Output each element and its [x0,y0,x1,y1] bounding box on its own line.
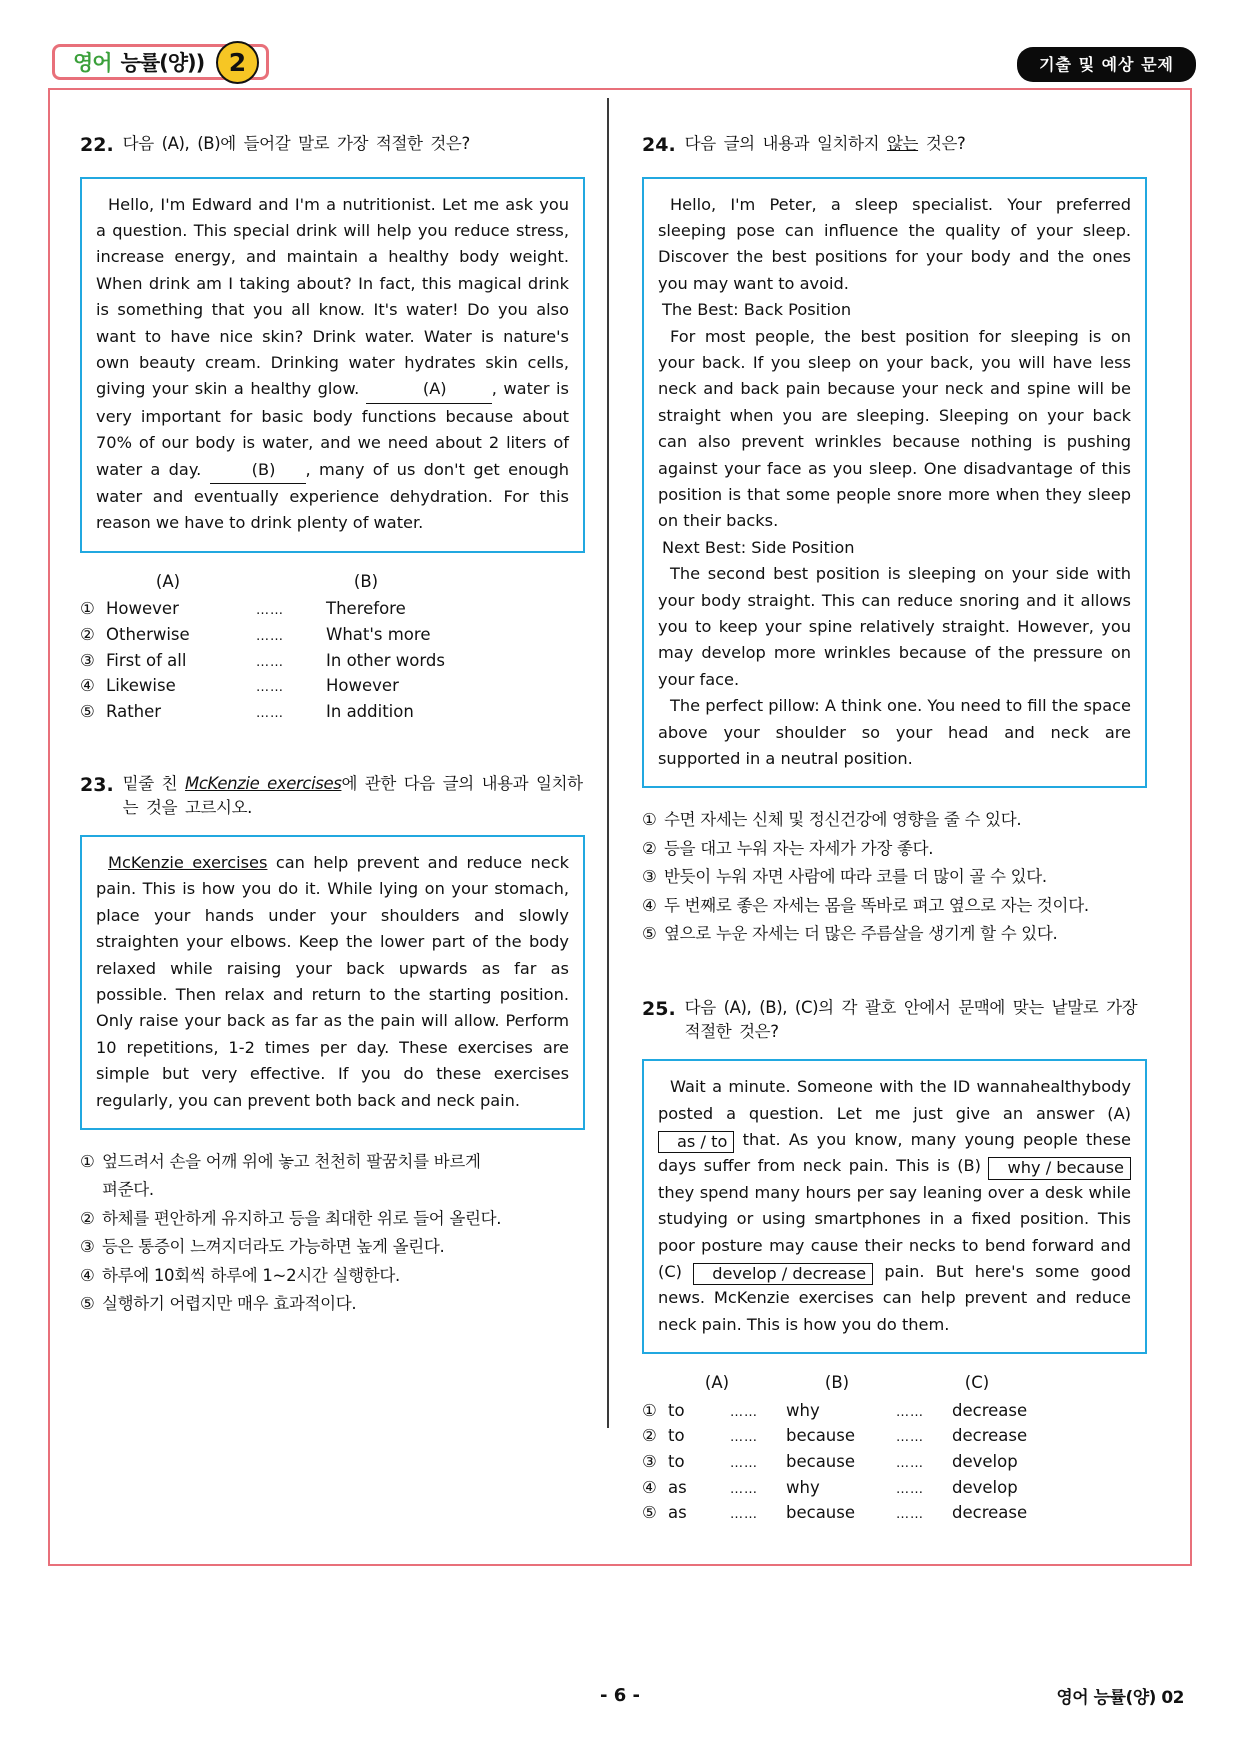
question-25-options [642,1370,1147,1525]
q25-opt3-a: to [668,1451,685,1471]
q25-opt2-a: to [668,1426,685,1446]
q25-opt4-a: as [668,1477,687,1497]
q22-opt5-a: Rather [106,701,162,721]
q24-opt1-text: 수면 자세는 신체 및 정신건강에 영향을 줄 수 있다. [664,810,1022,830]
q23-opt1-mark: ① [80,1152,95,1172]
q25-opt2-b: because [786,1426,856,1446]
q25-header-a: (A) [704,1373,730,1393]
question-23-option-5[interactable] [80,1290,585,1318]
question-22-passage [80,177,585,553]
q22-opt3-mark: ③ [80,650,95,670]
q23-opt3-text: 등은 통증이 느껴지더라도 가능하면 높게 올린다. [102,1237,445,1257]
q23-opt1-cont: 펴준다. [102,1180,154,1200]
footer-page-number: - 6 - [600,1685,640,1706]
question-25-option-5[interactable] [642,1500,1147,1526]
q25-opt4-c: develop [952,1477,1018,1497]
q22-opt2-dots: …… [256,628,284,644]
q25-header-b: (B) [824,1373,850,1393]
header-category-pill: 기출 및 예상 문제 [1017,47,1196,82]
q25-opt4-dots1: …… [730,1481,758,1497]
question-22-option-1[interactable] [80,596,585,622]
q22-opt2-mark: ② [80,624,95,644]
q22-opt5-dots: …… [256,705,284,721]
question-23-option-3[interactable] [80,1233,585,1261]
q25-opt1-b: why [786,1400,820,1420]
q24-para-2: The Best: Back Position [662,300,852,320]
question-24 [642,132,1147,948]
q24-opt2-text: 등을 대고 누워 자는 자세가 가장 좋다. [664,838,934,858]
q22-opt4-mark: ④ [80,676,95,696]
q24-opt4-text: 두 번째로 좋은 자세는 몸을 똑바로 펴고 옆으로 자는 것이다. [664,895,1089,915]
q23-passage-underlined: McKenzie exercises [108,853,268,873]
q22-opt3-b: In other words [326,650,445,670]
q25-opt2-dots1: …… [730,1430,758,1446]
q25-opt3-b: because [786,1451,856,1471]
question-23-heading [80,772,585,820]
question-24-number: 24. [642,134,676,156]
question-25-option-3[interactable] [642,1449,1147,1475]
q24-prompt-underlined: 않는 [886,134,919,153]
question-25-option-2[interactable] [642,1423,1147,1449]
question-25 [642,996,1147,1525]
q22-opt1-mark: ① [80,599,95,619]
worksheet-sheet [48,88,1192,1566]
question-23-option-2[interactable] [80,1205,585,1233]
footer-book-label: 영어 능률(양) 02 [1056,1688,1184,1708]
q25-opt1-dots1: …… [730,1404,758,1420]
q24-opt2-mark: ② [642,838,657,858]
question-22 [80,132,585,724]
q22-opt3-dots: …… [256,654,284,670]
question-24-option-5[interactable] [642,920,1147,948]
q25-opt1-mark: ① [642,1400,657,1420]
q25-opt3-dots1: …… [730,1455,758,1471]
q25-opt4-mark: ④ [642,1477,657,1497]
q22-opt4-a: Likewise [106,676,176,696]
question-23-passage [80,835,585,1130]
q24-opt5-text: 옆으로 누운 자세는 더 많은 주름살을 생기게 할 수 있다. [664,923,1058,943]
q25-opt2-dots2: …… [896,1430,924,1446]
q23-prompt-italic: McKenzie exercises [184,774,342,794]
q23-opt2-text: 하체를 편안하게 유지하고 등을 최대한 위로 들어 올린다. [102,1208,502,1228]
question-22-option-headers [80,569,585,595]
q22-passage-part1: Hello, I'm Edward and I'm a nutritionist. Let me ask you a question. This special drink will help you reduce stress, increase energy, and maintain a healthy body weight. When drink am I taking about? In fact, this magical drink is something that you all know. It's water! Do you also want to have nice skin? Drink water. Water is nature's own beauty cream. Drinking water hydrates skin cells, giving your skin a healthy glow. [96,194,569,399]
question-24-option-2[interactable] [642,835,1147,863]
right-column [642,132,1147,1526]
q24-para-6: The perfect pillow: A think one. You need to fill the space above your shoulder so your head and neck are supported in a neutral position. [658,696,1131,769]
question-24-heading [642,132,1147,160]
question-24-option-4[interactable] [642,892,1147,920]
q22-opt5-b: In addition [326,701,414,721]
q22-opt3-a: First of all [106,650,187,670]
q25-seg1: Wait a minute. Someone with the ID wannahealthybody posted a question. Let me just give an answer (A) [658,1077,1131,1123]
q25-box-b[interactable]: why / because [988,1157,1131,1179]
question-22-option-5[interactable] [80,699,585,725]
question-24-prompt [685,132,966,160]
q22-opt4-b: However [326,676,399,696]
q25-opt5-mark: ⑤ [642,1503,657,1523]
question-22-option-4[interactable] [80,673,585,699]
q22-opt1-b: Therefore [326,599,406,619]
q22-header-b: (B) [353,571,379,591]
q25-opt1-a: to [668,1400,685,1420]
left-column [80,132,585,1318]
column-divider [607,98,609,1428]
q24-para-1: Hello, I'm Peter, a sleep specialist. Your preferred sleeping pose can influence the quality of your sleep. Discover the best positions for your body and the ones you may want to avoid. [658,194,1131,293]
q25-opt4-b: why [786,1477,820,1497]
q22-opt4-dots: …… [256,680,284,696]
q22-blank-a: (A) [366,376,492,403]
question-25-option-4[interactable] [642,1475,1147,1501]
q23-opt4-text: 하루에 10회씩 하루에 1~2시간 실행한다. [102,1265,400,1285]
q25-box-a[interactable]: as / to [658,1131,734,1153]
q23-opt1-text: 엎드려서 손을 어깨 위에 놓고 천천히 팔꿈치를 바르게 [102,1152,481,1172]
q25-opt1-dots2: …… [896,1404,924,1420]
q25-opt5-b: because [786,1503,856,1523]
q25-opt4-dots2: …… [896,1481,924,1497]
q25-seg2: that. As you know, many young people these days suffer from neck pain. This is (B) [658,1130,1131,1176]
q22-opt2-a: Otherwise [106,624,190,644]
question-22-option-2[interactable] [80,622,585,648]
q24-opt5-mark: ⑤ [642,923,657,943]
q24-para-3: For most people, the best position for sleeping is on your back. If you sleep on your back, you will have less neck and back pain because your neck and spine will be straight when you are sleeping. Sleeping on your back can also prevent wrinkles because nothing is pushing against your face as you sleep. One disadvantage of this position is that some people snore more when they sleep on their backs. [658,326,1131,531]
question-23 [80,772,585,1318]
q24-prompt-after: 것은? [918,134,966,153]
q23-opt2-mark: ② [80,1208,95,1228]
q25-opt3-mark: ③ [642,1451,657,1471]
q22-passage-part3: , many of us don't get enough water and eventually experience dehydration. For this reason we have to drink plenty of water. [96,459,569,533]
q25-opt3-dots2: …… [896,1455,924,1471]
q23-opt5-text: 실행하기 어렵지만 매우 효과적이다. [102,1293,357,1313]
header-unit-number-circle: 2 [216,41,259,84]
q23-opt5-mark: ⑤ [80,1293,95,1313]
q25-header-c: (C) [964,1373,990,1393]
question-25-prompt: 다음 (A), (B), (C)의 각 괄호 안에서 문맥에 맞는 낱말로 가장 적절한 것은? [684,998,1138,1042]
q22-opt1-dots: …… [256,603,284,619]
question-23-number: 23. [80,774,114,797]
q25-opt5-c: decrease [952,1503,1028,1523]
question-24-options [642,806,1147,948]
question-23-prompt [123,772,585,820]
q25-box-c[interactable]: develop / decrease [693,1263,873,1285]
question-25-passage [642,1059,1147,1354]
header-subject-label: 영어 [73,51,112,75]
question-24-option-3[interactable] [642,863,1147,891]
q25-opt5-dots2: …… [896,1507,924,1523]
q22-passage-part2: , water is very important for basic body functions because about 70% of our body is water, and we need about 2 liters of water a day. [96,379,569,479]
q22-opt1-a: However [106,599,179,619]
question-25-option-headers [642,1370,1147,1396]
q25-opt5-a: as [668,1503,687,1523]
q22-blank-b: (B) [210,457,306,484]
question-24-passage [642,177,1147,789]
question-22-option-3[interactable] [80,648,585,674]
q25-opt2-mark: ② [642,1426,657,1446]
question-22-number: 22. [80,134,114,156]
q24-para-5: The second best position is sleeping on your side with your body straight. This can reduce snoring and it allows you to keep your spine relatively straight. However, you may develop more wrinkles because of the pressure on your face. [658,564,1131,689]
question-22-prompt: 다음 (A), (B)에 들어갈 말로 가장 적절한 것은? [122,134,470,153]
question-25-number: 25. [642,998,676,1021]
q25-opt5-dots1: …… [730,1507,758,1523]
q24-opt1-mark: ① [642,810,657,830]
q24-para-4: Next Best: Side Position [662,537,855,557]
header-book-label: 능률(양)) [120,51,205,75]
q25-opt3-c: develop [952,1451,1018,1471]
question-22-options [80,569,585,724]
q22-header-a: (A) [155,571,181,591]
q22-opt2-b: What's more [326,624,431,644]
question-25-option-1[interactable] [642,1398,1147,1424]
question-25-heading [642,996,1147,1044]
page-header [44,44,1196,82]
q23-opt4-mark: ④ [80,1265,95,1285]
question-24-option-1[interactable] [642,806,1147,834]
q24-opt4-mark: ④ [642,895,657,915]
q23-passage-rest: can help prevent and reduce neck pain. This is how you do it. While lying on your stomach, place your hands under your shoulders and slowly straighten your elbows. Keep the lower part of the body relaxed while raising your back upwards as far as possible. Then relax and return to the starting position. Only raise your back as far as the pain will allow. Perform 10 repetitions, 1-2 times per day. These exercises are simple but very effective. If you do these exercises regularly, you can prevent both back and neck pain. [96,853,569,1110]
q24-opt3-mark: ③ [642,867,657,887]
q25-opt1-c: decrease [952,1400,1028,1420]
q24-prompt-before: 다음 글의 내용과 일치하지 [684,134,887,153]
q23-prompt-before: 밑줄 친 [122,774,185,794]
q25-seg3: they spend many hours per say leaning over a desk while studying or using smartphones in a fixed position. This poor posture may cause their necks to bend forward and (C) [658,1182,1131,1282]
q25-seg4: pain. But here's some good news. McKenzie exercises can help prevent and reduce neck pain. This is how you do them. [658,1262,1131,1334]
question-23-option-4[interactable] [80,1262,585,1290]
q23-opt3-mark: ③ [80,1237,95,1257]
q25-opt2-c: decrease [952,1426,1028,1446]
q24-opt3-text: 반듯이 누워 자면 사람에 따라 코를 더 많이 골 수 있다. [664,867,1047,887]
question-23-option-1[interactable] [80,1148,585,1176]
q22-opt5-mark: ⑤ [80,701,95,721]
question-22-heading [80,132,585,160]
question-23-options [80,1148,585,1318]
q23-prompt-after: 에 관한 다음 글의 내용과 일치하는 것을 고르시오. [122,774,583,818]
